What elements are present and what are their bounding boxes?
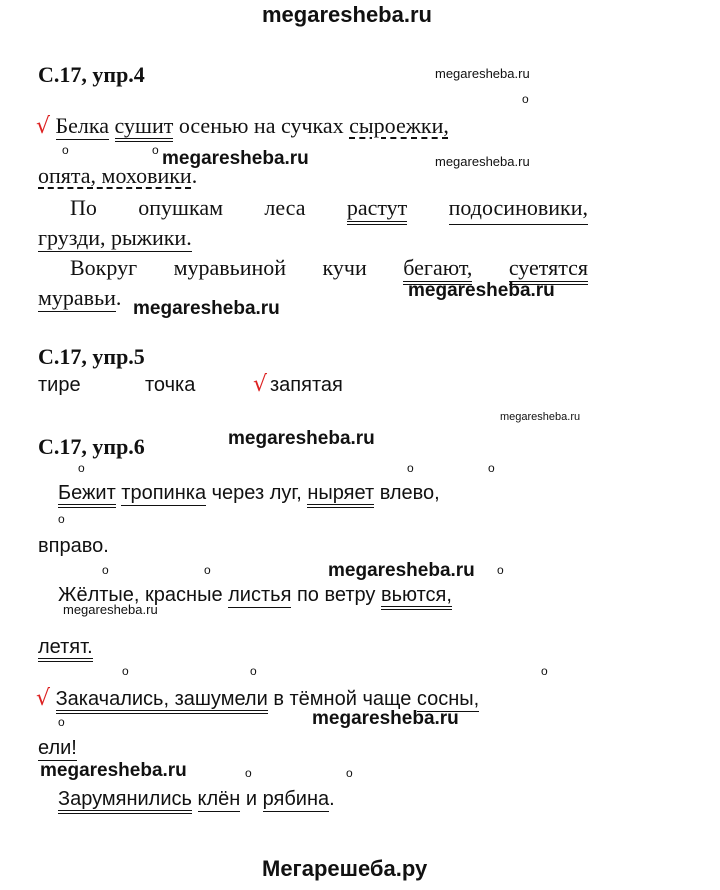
predicate: ныряет: [307, 482, 374, 508]
watermark: megaresheba.ru: [312, 708, 459, 729]
predicate: сушит: [115, 113, 174, 142]
predicate: растут: [347, 195, 407, 225]
predicate: Закачались, зашумели: [56, 688, 268, 714]
ex6-sentence-3-line-2: [38, 737, 77, 760]
subject: муравьи: [38, 285, 116, 310]
ex5-heading: С.17, упр.5: [38, 344, 145, 369]
vowel-mark: о: [522, 92, 529, 106]
ex4-heading: С.17, упр.4: [38, 62, 145, 87]
predicate: Бежит: [58, 482, 116, 508]
text: через луг,: [211, 482, 302, 504]
watermark: megaresheba.ru: [500, 411, 581, 423]
vowel-mark: о: [497, 563, 504, 577]
subject: сосны,: [416, 688, 480, 710]
ex5-option-1: тире: [38, 374, 81, 396]
text: по ветру: [296, 584, 376, 606]
text: в тёмной чаще: [273, 688, 412, 710]
vowel-mark: о: [488, 461, 495, 475]
ex6-sentence-4: [58, 788, 335, 811]
subject: Белка: [55, 113, 110, 138]
text: и: [245, 788, 258, 810]
watermark: megaresheba.ru: [408, 280, 555, 301]
predicate: бегают,: [403, 255, 472, 285]
predicate: суетятся: [509, 255, 588, 285]
vowel-mark: о: [245, 766, 252, 780]
vowel-mark: о: [346, 766, 353, 780]
watermark-bottom: Мегарешеба.ру: [262, 856, 428, 881]
watermark-top: megaresheba.ru: [262, 2, 432, 27]
vowel-mark: о: [152, 143, 159, 157]
text: .: [329, 788, 335, 810]
ex6-sentence-1-line-1: [58, 482, 440, 505]
watermark: megaresheba.ru: [63, 602, 158, 617]
vowel-mark: о: [250, 664, 257, 678]
text: Вокруг: [70, 255, 138, 280]
ex6-heading: С.17, упр.6: [38, 434, 145, 459]
text: .: [115, 285, 122, 310]
vowel-mark: о: [407, 461, 414, 475]
check-mark-icon: √: [36, 686, 51, 711]
ex4-sentence-2-line-2: [38, 225, 192, 251]
text: Жёлтые, красные: [58, 584, 223, 606]
text: муравьиной: [173, 255, 287, 280]
watermark: megaresheba.ru: [328, 560, 475, 581]
ex5-option-3: запятая: [270, 374, 343, 396]
ex4-sentence-2-line-1: [70, 195, 588, 225]
subject: листья: [228, 584, 292, 606]
text: .: [191, 163, 198, 188]
check-mark-icon: √: [253, 372, 268, 397]
ex4-sentence-1-line-1: [36, 113, 449, 139]
text: осенью на сучках: [178, 113, 344, 138]
subject: рябина: [262, 788, 330, 810]
watermark: megaresheba.ru: [133, 298, 280, 319]
subject: ели!: [38, 737, 77, 759]
ex6-sentence-2-line-2: [38, 636, 93, 659]
text: леса: [264, 195, 306, 220]
text: опушкам: [138, 195, 224, 220]
vowel-mark: о: [204, 563, 211, 577]
vowel-mark: о: [541, 664, 548, 678]
ex6-sentence-1-line-2: вправо.: [38, 535, 109, 557]
vowel-mark: о: [78, 461, 85, 475]
vowel-mark: о: [102, 563, 109, 577]
vowel-mark: о: [58, 512, 65, 526]
watermark: megaresheba.ru: [40, 760, 187, 781]
subject: грузди, рыжики.: [38, 225, 192, 250]
ex5-option-2: точка: [145, 374, 196, 396]
watermark: megaresheba.ru: [435, 154, 530, 169]
vowel-mark: о: [58, 715, 65, 729]
subject: подосиновики,: [449, 195, 588, 225]
subject: тропинка: [121, 482, 207, 504]
text: кучи: [322, 255, 367, 280]
predicate: летят.: [38, 636, 93, 662]
predicate: Зарумянились: [58, 788, 192, 814]
homogeneous-member: опята, моховики: [38, 163, 192, 188]
check-mark-icon: √: [36, 114, 51, 139]
predicate: вьются,: [381, 584, 452, 610]
ex4-sentence-1-line-2: [38, 163, 197, 189]
watermark: megaresheba.ru: [162, 148, 309, 169]
homogeneous-member: сыроежки,: [349, 113, 449, 138]
ex4-sentence-3-line-2: [38, 285, 121, 311]
text: влево,: [379, 482, 440, 504]
text: По: [70, 195, 97, 220]
vowel-mark: о: [122, 664, 129, 678]
watermark: megaresheba.ru: [228, 428, 375, 449]
watermark: megaresheba.ru: [435, 66, 530, 81]
subject: клён: [197, 788, 241, 810]
vowel-mark: о: [62, 143, 69, 157]
